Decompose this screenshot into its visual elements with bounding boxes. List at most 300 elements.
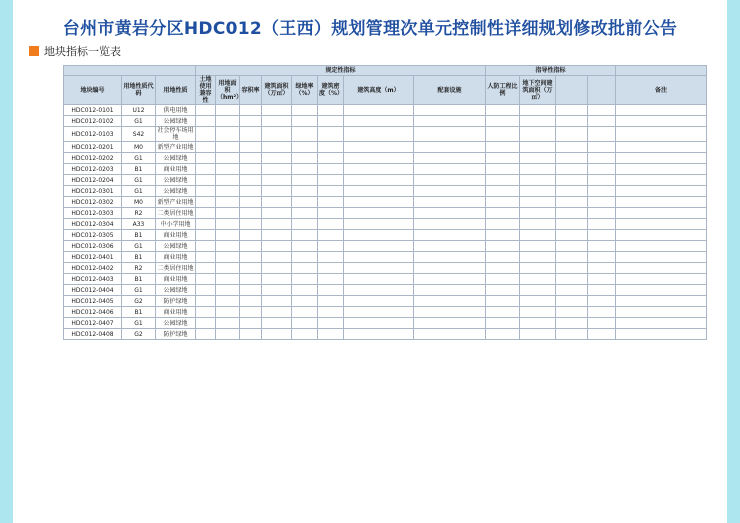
table-cell [486, 329, 520, 340]
table-cell [216, 263, 240, 274]
table-cell [262, 197, 292, 208]
table-cell: 商业用地 [156, 230, 196, 241]
table-cell [292, 153, 318, 164]
table-cell: B1 [122, 164, 156, 175]
table-row [64, 186, 707, 197]
table-cell [486, 285, 520, 296]
table-cell [588, 296, 616, 307]
table-cell [486, 307, 520, 318]
table-cell: HDC012-0405 [64, 296, 122, 307]
table-cell [216, 285, 240, 296]
table-cell [588, 127, 616, 142]
table-cell [240, 241, 262, 252]
plot-index-table [63, 65, 707, 340]
table-cell [196, 307, 216, 318]
table-row [64, 263, 707, 274]
table-cell: HDC012-0305 [64, 230, 122, 241]
table-cell [588, 285, 616, 296]
table-cell [318, 263, 344, 274]
table-cell [616, 274, 707, 285]
table-cell [240, 230, 262, 241]
table-cell [616, 307, 707, 318]
table-cell [486, 208, 520, 219]
table-cell [616, 318, 707, 329]
table-cell: 新型产业用地 [157, 143, 194, 151]
table-cell [556, 252, 588, 263]
table-row [64, 219, 707, 230]
table-cell [588, 116, 616, 127]
table-cell [520, 219, 556, 230]
table-cell [344, 241, 414, 252]
table-cell [196, 153, 216, 164]
table-cell [216, 230, 240, 241]
table-cell: A33 [122, 219, 156, 230]
table-cell: HDC012-0408 [64, 329, 122, 340]
table-cell [318, 127, 344, 142]
table-cell [414, 186, 486, 197]
table-cell [616, 142, 707, 153]
table-cell [414, 329, 486, 340]
plot-index-table-wrapper [63, 65, 706, 340]
table-cell: 公园绿地 [156, 116, 196, 127]
table-cell: 二类居住用地 [157, 209, 194, 217]
table-cell: HDC012-0103 [64, 127, 122, 142]
table-cell: HDC012-0401 [64, 252, 122, 263]
table-cell [240, 142, 262, 153]
table-cell [520, 230, 556, 241]
table-cell [292, 105, 318, 116]
table-row [64, 175, 707, 186]
table-cell [486, 127, 520, 142]
table-cell [262, 175, 292, 186]
table-cell [196, 296, 216, 307]
table-cell [556, 105, 588, 116]
table-cell [414, 252, 486, 263]
table-cell [240, 296, 262, 307]
table-cell [588, 241, 616, 252]
table-cell [414, 296, 486, 307]
table-cell [240, 175, 262, 186]
table-cell [292, 186, 318, 197]
table-group-header-row [64, 66, 707, 76]
table-cell [520, 197, 556, 208]
table-cell [318, 307, 344, 318]
table-cell [216, 186, 240, 197]
table-cell [292, 219, 318, 230]
table-cell [292, 274, 318, 285]
column-header [588, 76, 616, 105]
table-cell [262, 105, 292, 116]
table-cell [556, 296, 588, 307]
column-header: 建筑面积（万㎡） [262, 76, 292, 105]
table-cell [262, 285, 292, 296]
table-cell: HDC012-0202 [64, 153, 122, 164]
table-cell [216, 153, 240, 164]
table-cell [414, 116, 486, 127]
table-cell: R2 [122, 208, 156, 219]
table-cell [318, 329, 344, 340]
table-cell [414, 127, 486, 142]
table-cell [318, 175, 344, 186]
table-cell [240, 285, 262, 296]
table-cell [216, 329, 240, 340]
table-cell [344, 175, 414, 186]
table-cell [520, 296, 556, 307]
table-cell [486, 197, 520, 208]
table-cell [588, 274, 616, 285]
table-cell [196, 285, 216, 296]
table-cell: G1 [122, 116, 156, 127]
table-cell [616, 105, 707, 116]
table-cell [292, 285, 318, 296]
table-cell [414, 164, 486, 175]
table-cell [616, 208, 707, 219]
table-cell [344, 307, 414, 318]
table-cell: G2 [122, 296, 156, 307]
table-cell [292, 252, 318, 263]
table-cell: HDC012-0407 [64, 318, 122, 329]
table-cell [318, 274, 344, 285]
table-cell [262, 127, 292, 142]
table-cell [556, 307, 588, 318]
column-header [556, 76, 588, 105]
table-cell: M0 [122, 142, 156, 153]
table-cell [216, 142, 240, 153]
table-cell [262, 329, 292, 340]
table-cell [196, 219, 216, 230]
table-cell [414, 197, 486, 208]
table-cell [588, 307, 616, 318]
table-cell [520, 175, 556, 186]
table-cell: 公园绿地 [156, 285, 196, 296]
table-cell [616, 263, 707, 274]
table-cell: HDC012-0102 [64, 116, 122, 127]
table-cell: 中小学用地 [156, 219, 196, 230]
table-cell [414, 142, 486, 153]
table-cell [318, 164, 344, 175]
table-cell [196, 208, 216, 219]
table-cell [240, 186, 262, 197]
table-cell [262, 186, 292, 197]
table-cell [486, 105, 520, 116]
section-label: 地块指标一览表 [44, 45, 121, 58]
table-cell [520, 164, 556, 175]
table-cell [344, 105, 414, 116]
announcement-page [13, 0, 727, 523]
table-cell [556, 127, 588, 142]
table-cell [520, 285, 556, 296]
table-cell [240, 127, 262, 142]
table-cell [520, 241, 556, 252]
table-cell [240, 208, 262, 219]
table-cell [196, 186, 216, 197]
table-cell [556, 197, 588, 208]
table-row [64, 142, 707, 153]
table-row [64, 116, 707, 127]
table-cell [520, 116, 556, 127]
table-cell [216, 219, 240, 230]
table-cell [292, 307, 318, 318]
table-cell [262, 318, 292, 329]
table-cell [262, 296, 292, 307]
table-cell [292, 263, 318, 274]
table-cell [318, 186, 344, 197]
table-row [64, 241, 707, 252]
table-cell [344, 197, 414, 208]
table-cell [216, 175, 240, 186]
table-cell [216, 164, 240, 175]
column-header: 用地面积（hm²） [216, 76, 240, 105]
table-cell [556, 241, 588, 252]
table-cell [216, 116, 240, 127]
table-cell [556, 116, 588, 127]
table-cell [344, 153, 414, 164]
table-cell [240, 116, 262, 127]
table-cell [588, 230, 616, 241]
table-cell [262, 142, 292, 153]
table-cell [318, 208, 344, 219]
table-cell [262, 263, 292, 274]
table-cell [556, 186, 588, 197]
table-cell: HDC012-0302 [64, 197, 122, 208]
column-header: 地下空间建筑面积（万㎡） [520, 76, 556, 105]
table-cell [616, 186, 707, 197]
table-cell [588, 153, 616, 164]
table-cell [292, 208, 318, 219]
table-cell [616, 127, 707, 142]
table-cell [344, 164, 414, 175]
table-cell [520, 105, 556, 116]
table-row [64, 285, 707, 296]
column-header: 配套设施 [414, 76, 486, 105]
page-title: 台州市黄岩分区HDC012（王西）规划管理次单元控制性详细规划修改批前公告 [62, 19, 678, 39]
column-header: 用地性质 [156, 76, 196, 105]
table-row [64, 153, 707, 164]
table-row [64, 230, 707, 241]
table-cell [240, 263, 262, 274]
table-cell [196, 241, 216, 252]
table-cell [262, 208, 292, 219]
section-heading [29, 44, 121, 58]
table-cell: B1 [122, 307, 156, 318]
table-cell: 新型产业用地 [157, 198, 194, 206]
table-cell [520, 208, 556, 219]
table-cell [196, 197, 216, 208]
table-cell [292, 175, 318, 186]
table-cell [414, 241, 486, 252]
table-cell: 防护绿地 [156, 329, 196, 340]
table-cell [616, 116, 707, 127]
table-cell [262, 241, 292, 252]
table-cell: HDC012-0303 [64, 208, 122, 219]
table-cell [344, 329, 414, 340]
table-cell [588, 263, 616, 274]
table-cell [616, 164, 707, 175]
table-cell: HDC012-0304 [64, 219, 122, 230]
table-cell [292, 142, 318, 153]
table-cell [216, 252, 240, 263]
table-cell [292, 116, 318, 127]
table-cell: 二类居住用地 [157, 264, 194, 272]
table-cell [520, 329, 556, 340]
table-cell [292, 318, 318, 329]
table-cell [616, 252, 707, 263]
table-cell [292, 230, 318, 241]
table-cell [616, 153, 707, 164]
table-cell [588, 142, 616, 153]
table-cell [344, 318, 414, 329]
table-row [64, 164, 707, 175]
table-cell [262, 230, 292, 241]
table-cell: G1 [122, 241, 156, 252]
table-cell [588, 164, 616, 175]
table-cell [414, 105, 486, 116]
table-cell [588, 105, 616, 116]
table-cell [344, 208, 414, 219]
table-cell: HDC012-0403 [64, 274, 122, 285]
table-cell: G1 [122, 153, 156, 164]
table-cell [344, 230, 414, 241]
table-cell: 社会停车场用地 [157, 127, 194, 141]
table-cell [414, 274, 486, 285]
group-header-blank [64, 66, 196, 76]
table-cell: G1 [122, 318, 156, 329]
table-cell [216, 197, 240, 208]
table-cell [486, 318, 520, 329]
table-cell [318, 285, 344, 296]
table-cell [520, 252, 556, 263]
table-cell [556, 219, 588, 230]
table-cell [556, 153, 588, 164]
table-cell: G2 [122, 329, 156, 340]
table-cell [414, 219, 486, 230]
table-cell [616, 219, 707, 230]
table-cell [588, 219, 616, 230]
table-cell [196, 127, 216, 142]
table-cell [292, 296, 318, 307]
table-cell [486, 296, 520, 307]
table-cell [556, 329, 588, 340]
table-cell [196, 164, 216, 175]
table-cell [196, 274, 216, 285]
table-cell [520, 142, 556, 153]
table-cell: 商业用地 [156, 274, 196, 285]
table-row [64, 329, 707, 340]
table-cell [240, 105, 262, 116]
table-cell [486, 274, 520, 285]
table-cell [344, 252, 414, 263]
table-cell [240, 197, 262, 208]
table-cell [556, 263, 588, 274]
table-cell [240, 274, 262, 285]
table-cell: HDC012-0306 [64, 241, 122, 252]
table-cell [616, 197, 707, 208]
table-cell [196, 329, 216, 340]
table-cell [486, 153, 520, 164]
table-cell [486, 219, 520, 230]
table-row [64, 274, 707, 285]
table-cell [344, 274, 414, 285]
table-cell [588, 318, 616, 329]
table-cell: G1 [122, 175, 156, 186]
table-cell [240, 153, 262, 164]
table-row [64, 318, 707, 329]
table-cell [344, 296, 414, 307]
table-cell [414, 263, 486, 274]
table-cell: HDC012-0402 [64, 263, 122, 274]
table-cell [216, 105, 240, 116]
table-cell [414, 307, 486, 318]
table-cell [344, 186, 414, 197]
table-cell [318, 219, 344, 230]
table-cell: 公园绿地 [156, 318, 196, 329]
table-body [64, 105, 707, 340]
table-cell [318, 230, 344, 241]
table-cell [588, 186, 616, 197]
table-cell [556, 274, 588, 285]
table-cell [556, 318, 588, 329]
table-cell [486, 263, 520, 274]
table-cell [216, 127, 240, 142]
table-cell: U12 [122, 105, 156, 116]
table-cell: HDC012-0204 [64, 175, 122, 186]
table-cell [196, 142, 216, 153]
table-cell: G1 [122, 285, 156, 296]
table-cell [240, 164, 262, 175]
column-header: 用地性质代码 [122, 76, 156, 105]
table-cell: 商业用地 [156, 307, 196, 318]
table-cell [556, 285, 588, 296]
column-header: 地块编号 [64, 76, 122, 105]
table-cell: 公园绿地 [156, 186, 196, 197]
table-cell [486, 142, 520, 153]
table-cell [196, 318, 216, 329]
table-cell [262, 274, 292, 285]
table-cell [616, 296, 707, 307]
table-cell [318, 296, 344, 307]
column-header: 建筑高度（m） [344, 76, 414, 105]
table-cell [616, 329, 707, 340]
table-cell [318, 197, 344, 208]
table-cell [240, 219, 262, 230]
table-cell [414, 318, 486, 329]
table-cell: HDC012-0201 [64, 142, 122, 153]
table-cell [556, 164, 588, 175]
table-cell: B1 [122, 274, 156, 285]
table-cell [318, 252, 344, 263]
table-cell [556, 230, 588, 241]
table-cell [556, 142, 588, 153]
column-header: 土地使用兼容性 [196, 76, 216, 105]
table-cell [588, 329, 616, 340]
table-cell [318, 105, 344, 116]
table-row [64, 105, 707, 116]
table-cell [292, 329, 318, 340]
table-cell: R2 [122, 263, 156, 274]
table-cell [344, 127, 414, 142]
table-cell: HDC012-0301 [64, 186, 122, 197]
table-cell: 商业用地 [156, 252, 196, 263]
table-cell [344, 219, 414, 230]
table-cell [414, 153, 486, 164]
table-cell [486, 186, 520, 197]
table-cell [292, 197, 318, 208]
table-cell [196, 175, 216, 186]
section-marker-icon [29, 46, 39, 56]
table-cell [520, 186, 556, 197]
table-cell [616, 241, 707, 252]
table-cell [240, 318, 262, 329]
